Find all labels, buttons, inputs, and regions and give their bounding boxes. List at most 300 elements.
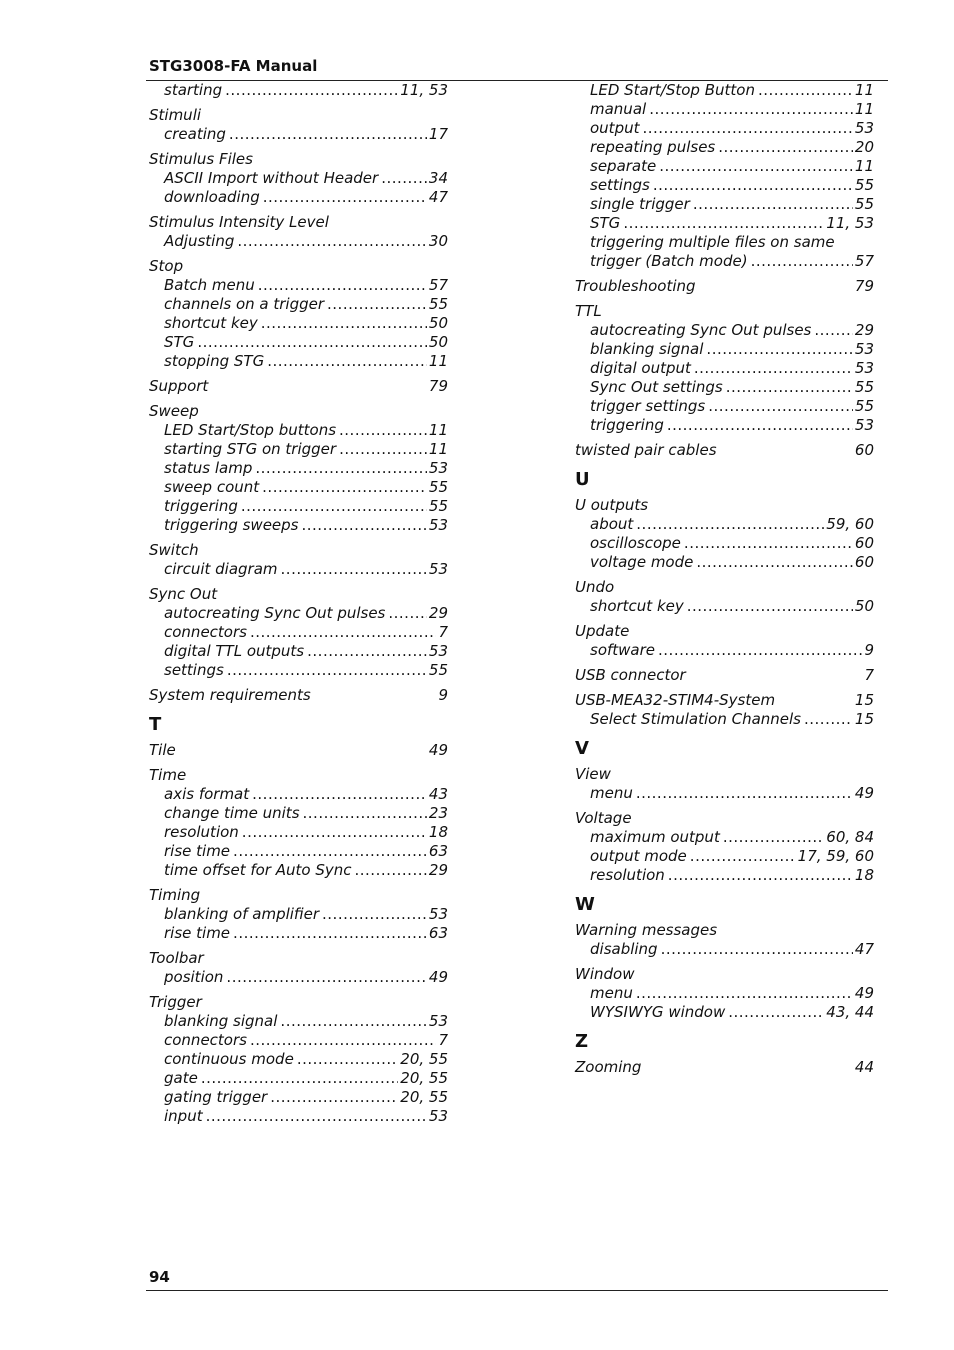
dot-leader (258, 276, 427, 295)
dot-leader (280, 1012, 426, 1031)
index-page-ref: 7 (864, 666, 874, 684)
dot-leader (381, 169, 427, 188)
dot-leader (636, 984, 853, 1003)
index-entry (575, 921, 874, 959)
index-letter-heading: U (575, 469, 590, 490)
index-page-ref: 53 (428, 516, 448, 534)
dot-leader (355, 861, 427, 880)
index-entry (575, 1058, 874, 1077)
index-term-line (575, 1058, 874, 1077)
index-term-line (575, 921, 874, 940)
index-subentry-label: creating (164, 125, 226, 143)
index-subentry-label: separate (590, 157, 657, 175)
index-subentry-label: Select Stimulation Channels (590, 710, 801, 728)
index-term: Trigger (149, 993, 202, 1011)
index-subentry (575, 100, 874, 119)
index-subentry (149, 1069, 448, 1088)
running-header-title: STG3008-FA Manual (149, 57, 318, 75)
index-subentry (575, 828, 874, 847)
index-term-line (149, 257, 448, 276)
index-subentry-label: channels on a trigger (164, 295, 325, 313)
index-term-line (575, 691, 874, 710)
index-term: Stop (149, 257, 184, 275)
index-term: Undo (575, 578, 615, 596)
index-page-ref: 55 (854, 397, 874, 415)
dot-leader (658, 641, 862, 660)
index-letter-heading: V (575, 738, 589, 759)
dot-leader (225, 81, 398, 100)
index-subentry-label: starting (164, 81, 223, 99)
index-term: U outputs (575, 496, 649, 514)
dot-leader (229, 125, 427, 144)
index-subentry-label: blanking signal (164, 1012, 278, 1030)
dot-leader (201, 1069, 398, 1088)
index-term: Support (149, 377, 209, 395)
index-entry (149, 377, 448, 396)
index-subentry-label: resolution (590, 866, 665, 884)
dot-leader (659, 157, 853, 176)
dot-leader (718, 138, 853, 157)
index-subentry-label: about (590, 515, 634, 533)
dot-leader (636, 784, 853, 803)
index-subentry (575, 534, 874, 553)
index-subentry (149, 314, 448, 333)
index-page-ref: 60, 84 (826, 828, 874, 846)
index-page-ref: 29 (428, 604, 448, 622)
index-subentry (149, 478, 448, 497)
index-term-line (575, 809, 874, 828)
dot-leader (687, 597, 853, 616)
index-subentry (575, 214, 874, 233)
index-page-ref: 53 (428, 905, 448, 923)
index-subentry (149, 232, 448, 251)
index-subentry-label: settings (590, 176, 650, 194)
dot-leader (814, 321, 853, 340)
index-term-line (575, 578, 874, 597)
index-term: Zooming (575, 1058, 642, 1076)
index-entry (149, 993, 448, 1126)
dot-leader (661, 940, 853, 959)
index-subentry-label: resolution (164, 823, 239, 841)
index-letter-heading: T (149, 714, 162, 735)
index-page-ref: 53 (854, 340, 874, 358)
index-page-ref: 29 (428, 861, 448, 879)
index-term-line (575, 765, 874, 784)
index-subentry (149, 1088, 448, 1107)
dot-leader (250, 623, 436, 642)
index-subentry (149, 842, 448, 861)
index-entry (575, 666, 874, 685)
index-subentry (149, 661, 448, 680)
index-subentry (149, 459, 448, 478)
index-subentry-label: output (590, 119, 640, 137)
index-subentry (575, 984, 874, 1003)
index-page-ref: 55 (854, 195, 874, 213)
dot-leader (307, 642, 427, 661)
index-page-ref: 47 (428, 188, 448, 206)
index-entry (149, 949, 448, 987)
dot-leader (667, 416, 853, 435)
index-subentry-label: WYSIWYG window (590, 1003, 726, 1021)
index-subentry (575, 321, 874, 340)
index-subentry (575, 138, 874, 157)
index-page-ref: 7 (438, 623, 448, 641)
index-subentry (575, 597, 874, 616)
index-subentry-label: triggering multiple files on same (590, 233, 835, 251)
index-term: Sync Out (149, 585, 218, 603)
index-subentry-label: stopping STG (164, 352, 265, 370)
index-subentry (149, 276, 448, 295)
index-subentry (575, 378, 874, 397)
index-page-ref: 60 (854, 553, 874, 571)
index-subentry-label: menu (590, 984, 633, 1002)
dot-leader (758, 81, 853, 100)
index-subentry (575, 866, 874, 885)
index-subentry (149, 604, 448, 623)
index-subentry (575, 119, 874, 138)
dot-leader (297, 1050, 398, 1069)
index-term-line (149, 993, 448, 1012)
index-subentry (149, 924, 448, 943)
index-subentry (575, 340, 874, 359)
dot-leader (242, 823, 427, 842)
dot-leader (649, 100, 853, 119)
dot-leader (696, 553, 853, 572)
dot-leader (262, 478, 427, 497)
index-page-ref: 55 (428, 661, 448, 679)
index-entry (575, 622, 874, 660)
index-entry (575, 965, 874, 1022)
dot-leader (653, 176, 853, 195)
index-term-line (149, 949, 448, 968)
index-page-ref: 60 (854, 441, 874, 459)
index-subentry (149, 1031, 448, 1050)
dot-leader (623, 214, 824, 233)
index-term-line (575, 302, 874, 321)
dot-leader (255, 459, 427, 478)
index-page-ref: 30 (428, 232, 448, 250)
index-subentry-label: menu (590, 784, 633, 802)
dot-leader (693, 195, 853, 214)
index-entry (575, 691, 874, 729)
index-term: Troubleshooting (575, 277, 696, 295)
index-entry (149, 766, 448, 880)
index-page-ref: 20, 55 (400, 1088, 448, 1106)
index-page-ref: 43 (428, 785, 448, 803)
index-subentry (149, 1050, 448, 1069)
index-page-ref: 53 (428, 1012, 448, 1030)
index-entry-continued (575, 81, 874, 271)
index-subentry-label: gate (164, 1069, 198, 1087)
index-page-ref: 11 (428, 421, 448, 439)
dot-leader (668, 866, 853, 885)
index-page-ref: 18 (854, 866, 874, 884)
index-subentry-label: input (164, 1107, 203, 1125)
index-subentry-label: output mode (590, 847, 687, 865)
index-term: Timing (149, 886, 201, 904)
index-subentry (149, 1107, 448, 1126)
index-term: Voltage (575, 809, 632, 827)
index-subentry (149, 188, 448, 207)
dot-leader (206, 1107, 427, 1126)
index-subentry-label: continuous mode (164, 1050, 294, 1068)
index-subentry-label: disabling (590, 940, 658, 958)
dot-leader (690, 847, 796, 866)
index-subentry (149, 642, 448, 661)
index-page-ref: 23 (428, 804, 448, 822)
index-page-ref: 11, 53 (400, 81, 448, 99)
index-subentry (149, 295, 448, 314)
index-subentry-label: rise time (164, 842, 231, 860)
index-subentry-label: downloading (164, 188, 260, 206)
index-page-ref: 60 (854, 534, 874, 552)
index-subentry (149, 560, 448, 579)
index-term: Tile (149, 741, 176, 759)
index-subentry (575, 784, 874, 803)
index-subentry-label: manual (590, 100, 647, 118)
index-page-ref: 50 (854, 597, 874, 615)
index-subentry-label: trigger (Batch mode) (590, 252, 748, 270)
index-subentry-label: repeating pulses (590, 138, 716, 156)
index-term-line (149, 541, 448, 560)
index-page-ref: 11 (428, 352, 448, 370)
index-subentry (149, 333, 448, 352)
index-term-line (149, 766, 448, 785)
index-column-right (575, 80, 874, 1077)
index-subentry-label: STG (590, 214, 621, 232)
index-term: Time (149, 766, 187, 784)
index-subentry-label: connectors (164, 623, 247, 641)
index-term: TTL (575, 302, 602, 320)
index-page-ref: 63 (428, 924, 448, 942)
index-letter-heading: W (575, 894, 595, 915)
dot-leader (233, 842, 427, 861)
index-page-ref: 55 (428, 478, 448, 496)
dot-leader (339, 421, 427, 440)
index-subentry-label: Sync Out settings (590, 378, 723, 396)
index-page-ref: 18 (428, 823, 448, 841)
index-entry (149, 686, 448, 705)
index-entry (149, 150, 448, 207)
dot-leader (751, 252, 853, 271)
index-page-ref: 9 (438, 686, 448, 704)
dot-leader (726, 378, 853, 397)
index-subentry (149, 905, 448, 924)
index-entry (575, 277, 874, 296)
dot-leader (303, 804, 427, 823)
dot-leader (270, 1088, 398, 1107)
index-subentry (149, 421, 448, 440)
index-subentry (575, 416, 874, 435)
index-subentry (575, 847, 874, 866)
index-subentry (149, 497, 448, 516)
index-page-ref: 9 (864, 641, 874, 659)
dot-leader (197, 333, 427, 352)
index-page-ref: 20, 55 (400, 1069, 448, 1087)
index-page-ref: 53 (428, 459, 448, 477)
index-page-ref: 44 (854, 1058, 874, 1076)
index-subentry (575, 359, 874, 378)
index-subentry-label: settings (164, 661, 224, 679)
index-subentry (575, 553, 874, 572)
index-subentry-label: blanking signal (590, 340, 704, 358)
dot-leader (642, 119, 852, 138)
index-subentry-label: axis format (164, 785, 250, 803)
index-page-ref: 47 (854, 940, 874, 958)
index-entry (575, 441, 874, 460)
dot-leader (706, 340, 852, 359)
index-page-ref: 11 (854, 157, 874, 175)
index-page-ref: 29 (854, 321, 874, 339)
index-subentry-label: starting STG on trigger (164, 440, 337, 458)
index-page-ref: 34 (428, 169, 448, 187)
index-page-ref: 55 (854, 378, 874, 396)
index-page-ref: 17 (428, 125, 448, 143)
dot-leader (804, 710, 853, 729)
index-subentry (575, 515, 874, 534)
index-page-ref: 53 (428, 642, 448, 660)
index-page-ref: 57 (854, 252, 874, 270)
index-term: twisted pair cables (575, 441, 717, 459)
index-subentry (575, 397, 874, 416)
index-subentry-label: rise time (164, 924, 231, 942)
dot-leader (226, 968, 426, 987)
dot-leader (302, 516, 427, 535)
index-entry (149, 541, 448, 579)
index-page-ref: 20, 55 (400, 1050, 448, 1068)
index-entry (575, 302, 874, 435)
index-subentry-label: time offset for Auto Sync (164, 861, 352, 879)
index-subentry-label: change time units (164, 804, 300, 822)
index-term-line (575, 441, 874, 460)
index-subentry-label: software (590, 641, 656, 659)
index-entry (149, 741, 448, 760)
dot-leader (237, 232, 427, 251)
index-term: Stimulus Intensity Level (149, 213, 329, 231)
index-page-ref: 15 (854, 691, 874, 709)
index-entry (149, 585, 448, 680)
index-page-ref: 53 (854, 416, 874, 434)
dot-leader (388, 604, 427, 623)
index-subentry-label: single trigger (590, 195, 690, 213)
index-subentry-label: autocreating Sync Out pulses (164, 604, 386, 622)
dot-leader (728, 1003, 824, 1022)
index-term: Stimuli (149, 106, 202, 124)
dot-leader (708, 397, 853, 416)
index-subentry-label: position (164, 968, 224, 986)
index-subentry (149, 968, 448, 987)
index-subentry (575, 176, 874, 195)
index-subentry (575, 252, 874, 271)
index-page-ref: 43, 44 (826, 1003, 874, 1021)
index-subentry-label: LED Start/Stop buttons (164, 421, 337, 439)
index-subentry (575, 641, 874, 660)
index-subentry-label: blanking of amplifier (164, 905, 320, 923)
index-term-line (149, 402, 448, 421)
index-term-line (149, 741, 448, 760)
index-subentry-label: shortcut key (590, 597, 684, 615)
index-page-ref: 79 (854, 277, 874, 295)
index-page-ref: 53 (428, 1107, 448, 1125)
index-page-ref: 59, 60 (826, 515, 874, 533)
index-term: Toolbar (149, 949, 204, 967)
index-subentry-label: maximum output (590, 828, 720, 846)
index-entry (149, 402, 448, 535)
index-subentry-label: digital TTL outputs (164, 642, 305, 660)
index-entry-continued (149, 81, 448, 100)
index-term: Sweep (149, 402, 199, 420)
index-page-ref: 53 (854, 119, 874, 137)
index-subentry (149, 823, 448, 842)
index-page-ref: 63 (428, 842, 448, 860)
index-page-ref: 11 (854, 81, 874, 99)
index-subentry (149, 861, 448, 880)
index-page-ref: 53 (854, 359, 874, 377)
dot-leader (250, 1031, 436, 1050)
index-subentry (149, 804, 448, 823)
index-page-ref: 79 (428, 377, 448, 395)
index-subentry (149, 352, 448, 371)
index-page-ref: 55 (428, 497, 448, 515)
index-page-ref: 49 (854, 784, 874, 802)
dot-leader (263, 188, 427, 207)
index-term-line (149, 585, 448, 604)
index-page-ref: 50 (428, 314, 448, 332)
index-subentry-label: voltage mode (590, 553, 694, 571)
index-letter-heading: Z (575, 1031, 589, 1052)
index-page-ref: 11, 53 (826, 214, 874, 232)
index-term-line (575, 622, 874, 641)
index-page-ref: 57 (428, 276, 448, 294)
index-subentry (149, 125, 448, 144)
index-subentry-label: digital output (590, 359, 691, 377)
index-page-ref: 49 (428, 968, 448, 986)
index-subentry-label: triggering sweeps (164, 516, 299, 534)
index-term-line (575, 496, 874, 515)
index-entry (575, 809, 874, 885)
page-number: 94 (149, 1268, 170, 1286)
index-subentry-label: ASCII Import without Header (164, 169, 379, 187)
index-term-line (149, 150, 448, 169)
index-subentry (149, 440, 448, 459)
index-term-line (149, 213, 448, 232)
index-page-ref: 7 (438, 1031, 448, 1049)
dot-leader (227, 661, 427, 680)
index-entry (149, 886, 448, 943)
index-subentry (149, 169, 448, 188)
index-subentry (149, 1012, 448, 1031)
dot-leader (281, 560, 427, 579)
index-term-line (149, 106, 448, 125)
index-subentry-label: autocreating Sync Out pulses (590, 321, 812, 339)
index-page-ref: 55 (854, 176, 874, 194)
index-subentry-label: triggering (590, 416, 664, 434)
index-subentry (149, 623, 448, 642)
index-page-ref: 11 (854, 100, 874, 118)
index-subentry-label: gating trigger (164, 1088, 268, 1106)
index-subentry (575, 233, 874, 252)
index-page-ref: 50 (428, 333, 448, 351)
index-term: View (575, 765, 611, 783)
index-subentry (575, 1003, 874, 1022)
index-term-line (575, 666, 874, 685)
index-page-ref: 55 (428, 295, 448, 313)
index-term: Update (575, 622, 630, 640)
index-subentry-label: circuit diagram (164, 560, 278, 578)
index-term: System requirements (149, 686, 311, 704)
index-subentry-label: STG (164, 333, 195, 351)
index-subentry-label: Adjusting (164, 232, 235, 250)
